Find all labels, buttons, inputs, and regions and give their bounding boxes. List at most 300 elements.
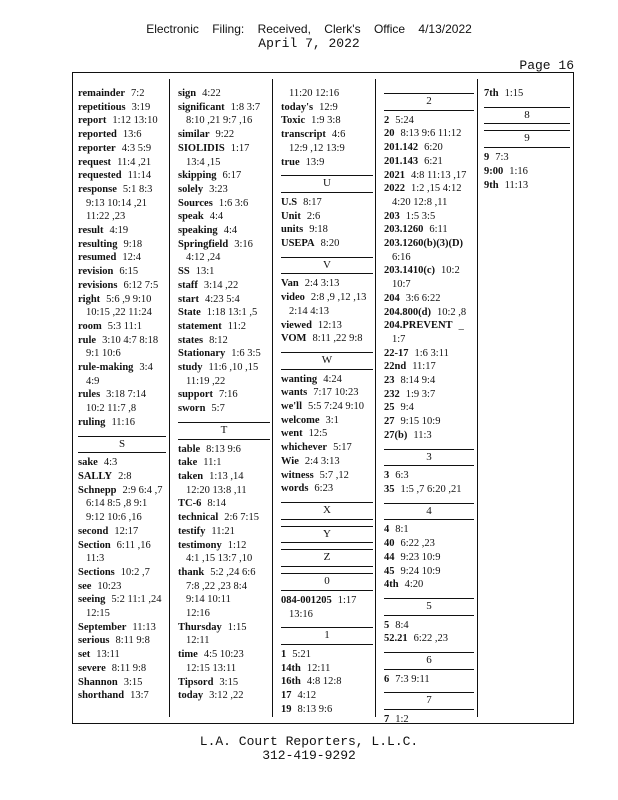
index-page-refs-continued: 4:9 [86, 375, 100, 387]
index-word: rules [78, 389, 101, 401]
index-page-refs: 1:6 3:6 [218, 197, 249, 209]
index-page-refs: 3:1 [325, 414, 339, 426]
index-page-refs: 9:4 [400, 402, 414, 414]
index-page-refs: 11:14 [127, 170, 152, 182]
index-word: 2021 [384, 169, 405, 181]
index-page-refs: 9:23 10:9 [400, 551, 441, 563]
index-entry [384, 347, 474, 361]
court-reporter-name: L.A. Court Reporters, L.L.C. [199, 734, 419, 749]
index-word: 7th [484, 88, 499, 99]
index-entry [178, 224, 270, 238]
index-word: 1 [281, 648, 287, 660]
index-word: response [78, 183, 117, 195]
index-page-refs: 12:17 [114, 525, 139, 537]
index-page-refs: 5:6 ,9 9:10 [106, 293, 152, 305]
index-word: TC-6 [178, 498, 202, 510]
index-word: requested [78, 170, 122, 182]
index-page-refs-continued: 12:20 13:8 ,11 [186, 484, 247, 496]
index-page-refs-continued: 9:13 10:14 ,21 [86, 197, 147, 209]
index-word: 201.142 [384, 142, 419, 154]
index-page-refs-continued: 6:16 [392, 251, 411, 263]
index-word: 23 [384, 375, 395, 387]
index-word: reporter [78, 142, 116, 154]
index-word: 9:00 [484, 165, 504, 177]
index-entry [281, 128, 373, 142]
index-entry [384, 127, 474, 141]
index-word: sake [78, 457, 98, 469]
index-word: second [78, 525, 109, 537]
index-entry [78, 648, 166, 662]
index-word: solely [178, 183, 204, 195]
index-page-refs-continued: 4:20 12:8 ,11 [392, 196, 448, 208]
index-section-letter: 0 [281, 573, 373, 591]
index-word: 27(b) [384, 429, 408, 441]
index-entry [178, 388, 270, 402]
index-page-refs: 8:11 9:8 [115, 635, 150, 647]
index-page-refs: 8:1 [395, 524, 409, 536]
index-word: Stationary [178, 348, 226, 360]
index-frame [72, 72, 574, 724]
index-word: 16th [281, 676, 301, 688]
index-page-refs: 5:2 ,24 6:6 [210, 566, 256, 578]
index-section-letter: T [178, 422, 270, 440]
index-word: 9 [484, 152, 490, 164]
index-word: 40 [384, 538, 395, 550]
index-page-refs: 4:3 [103, 457, 118, 469]
index-page-refs-continued: 10:15 ,22 11:24 [86, 307, 152, 319]
index-page-refs: 3:16 [234, 238, 253, 250]
index-word: severe [78, 662, 106, 674]
filing-stamp-word: Office [373, 22, 406, 36]
index-entry [78, 156, 166, 170]
column-divider [169, 79, 170, 717]
index-word: resulting [78, 238, 118, 250]
index-page-refs: 6:15 [119, 266, 139, 278]
index-page-refs: 3:10 4:7 8:18 [102, 334, 159, 346]
index-page-refs: 13:9 [305, 156, 325, 168]
index-page-refs-continued: 6:14 8:5 ,8 9:1 [86, 498, 148, 510]
index-page-refs-continued: 7:8 ,22 ,23 8:4 [186, 580, 247, 592]
index-page-refs: 11:4 ,21 [117, 156, 152, 168]
index-page-refs: 9:22 [215, 129, 235, 141]
index-entry [78, 183, 166, 197]
index-word: rule [78, 334, 97, 346]
index-word: 5 [384, 619, 390, 631]
index-word: Schnepp [78, 484, 117, 496]
index-page-refs: 1:17 [230, 142, 250, 154]
index-page-refs-continued: 11:22 ,23 [86, 211, 126, 223]
index-page-refs: 7:16 [219, 389, 238, 401]
index-word: remainder [78, 88, 126, 99]
index-entry [78, 484, 166, 498]
index-page-refs: 4:5 10:23 [203, 649, 244, 661]
index-page-refs: 11:3 [413, 429, 432, 441]
index-entry [178, 539, 270, 553]
index-entry [384, 429, 474, 443]
index-word: 19 [281, 703, 292, 715]
index-entry [384, 141, 474, 155]
index-word: 204.PREVENT [384, 320, 453, 332]
index-page-refs: 10:2 [441, 265, 460, 277]
index-page-refs: 11:13 [132, 621, 156, 633]
index-entry [384, 713, 474, 727]
index-entry [78, 676, 166, 690]
index-word: units [281, 224, 304, 236]
index-page-refs-continued: 12:11 [186, 635, 210, 647]
index-word: serious [78, 635, 110, 647]
index-entry [178, 334, 270, 348]
page-number: Page 16 [519, 58, 574, 73]
index-entry [384, 537, 474, 551]
index-word: 7 [384, 714, 390, 726]
index-word: 35 [384, 483, 395, 495]
index-entry [78, 169, 166, 183]
index-word: welcome [281, 414, 320, 426]
index-page-refs: 1:5 ,7 6:20 ,21 [400, 483, 462, 495]
index-page-refs: 1:2 [395, 714, 409, 726]
index-column-1 [78, 87, 166, 703]
index-entry [178, 347, 270, 361]
index-page-refs: 3:15 [219, 676, 239, 688]
index-word: room [78, 320, 102, 332]
index-word: SIOLIDIS [178, 142, 225, 154]
index-page-refs: 1:6 3:5 [231, 348, 261, 360]
index-entry [281, 414, 373, 428]
index-entry [384, 401, 474, 415]
index-page-refs: 2:4 3:13 [304, 278, 340, 290]
index-page-refs-continued: 8:10 ,21 9:7 ,16 [186, 115, 253, 127]
filing-stamp-word: Filing: [212, 22, 245, 36]
index-word: 45 [384, 565, 395, 577]
index-entry [78, 334, 166, 348]
index-entry [78, 142, 166, 156]
index-word: see [78, 580, 92, 592]
index-entry [281, 689, 373, 703]
index-word: 9th [484, 179, 499, 191]
index-word: Unit [281, 210, 301, 222]
index-word: Sections [78, 566, 115, 578]
index-page-refs: 6:21 [424, 155, 443, 167]
index-word: 52.21 [384, 633, 408, 645]
index-word: revision [78, 266, 114, 278]
index-entry [484, 151, 570, 165]
index-page-refs: 6:12 7:5 [123, 279, 159, 291]
index-page-refs: 1:6 3:11 [414, 347, 449, 359]
index-entry [178, 279, 270, 293]
index-entry [78, 114, 166, 128]
index-entry [78, 251, 166, 265]
index-page-refs: 4:6 [331, 129, 346, 141]
transcript-date: April 7, 2022 [258, 36, 360, 51]
index-word: Toxic [281, 115, 306, 127]
index-page-refs: 7:3 9:11 [395, 673, 430, 685]
index-entry [384, 374, 474, 388]
index-word: 2 [384, 114, 390, 126]
index-page-refs: 10:2 ,8 [436, 306, 467, 318]
index-entry [78, 361, 166, 375]
index-page-refs-continued: 9:14 10:11 [186, 594, 231, 606]
index-entry [178, 320, 270, 334]
index-entry [281, 196, 373, 210]
index-page-refs: 1:15 [227, 621, 247, 633]
index-entry [178, 238, 270, 252]
index-entry [178, 511, 270, 525]
index-entry [384, 619, 474, 633]
index-entry [178, 497, 270, 511]
index-page-refs: 6:3 [395, 470, 409, 482]
index-entry [384, 360, 474, 374]
filing-stamp-word: Electronic [146, 22, 199, 36]
index-entry [178, 210, 270, 224]
index-page-refs-continued: 10:2 11:7 ,8 [86, 403, 137, 415]
index-page-refs: 11:13 [504, 179, 529, 191]
index-entry [178, 525, 270, 539]
index-word: 20 [384, 128, 395, 140]
index-page-refs: 2:4 3:13 [304, 455, 340, 467]
index-word: testimony [178, 539, 222, 551]
filing-stamp-word: Clerk's [324, 22, 361, 36]
index-page-refs: 12:5 [308, 428, 328, 440]
index-entry [384, 319, 474, 333]
index-page-refs: 10:23 [97, 580, 122, 592]
index-page-refs: 10:2 ,7 [120, 566, 150, 578]
index-word: State [178, 307, 201, 319]
index-word: table [178, 443, 201, 455]
index-page-refs: 7:2 [131, 88, 145, 99]
index-word: 4 [384, 524, 390, 536]
index-entry [78, 101, 166, 115]
index-page-refs: 5:7 ,12 [319, 469, 349, 481]
index-page-refs: 2:6 7:15 [224, 512, 259, 524]
index-word: Springfield [178, 238, 229, 250]
index-entry [78, 621, 166, 635]
index-section-letter: X [281, 502, 373, 520]
index-page-refs: 4:19 [109, 225, 129, 237]
index-entry [281, 427, 373, 441]
index-page-refs: 5:3 11:1 [107, 320, 143, 332]
index-entry [384, 565, 474, 579]
index-word: Wie [281, 455, 299, 467]
index-word: whichever [281, 442, 328, 454]
index-word: wanting [281, 373, 318, 385]
index-word: states [178, 334, 204, 346]
index-word: Tipsord [178, 676, 214, 688]
index-page-refs: 4:20 [404, 579, 424, 591]
index-entry [281, 101, 373, 115]
index-page-refs: 11:17 [412, 361, 436, 373]
index-page-refs: 5:1 8:3 [122, 183, 153, 195]
index-entry [384, 306, 474, 320]
index-word: result [78, 225, 104, 237]
index-entry [78, 265, 166, 279]
index-page-refs-continued: 4:12 ,24 [186, 252, 221, 264]
index-entry [384, 292, 474, 306]
index-page-refs: 4:23 5:4 [205, 293, 240, 305]
index-entry [178, 293, 270, 307]
index-entry [281, 400, 373, 414]
index-page-refs: 1:16 [509, 165, 528, 177]
index-entry [281, 594, 373, 608]
index-page-refs: 5:21 [292, 648, 311, 660]
index-entry [281, 386, 373, 400]
index-entry [384, 210, 474, 224]
index-entry [178, 676, 270, 690]
index-entry [384, 523, 474, 537]
index-page-refs: 3:12 ,22 [209, 690, 244, 702]
index-section-letter: V [281, 257, 373, 275]
index-word: Section [78, 539, 111, 551]
index-word: words [281, 483, 309, 495]
index-word: 14th [281, 662, 301, 674]
index-page-refs: 2:6 [306, 210, 321, 222]
index-page-refs-continued: 10:7 [392, 279, 411, 291]
index-word: report [78, 115, 107, 127]
index-word: viewed [281, 319, 312, 331]
index-word: technical [178, 512, 219, 524]
index-page-refs: 11:2 [227, 320, 247, 332]
index-section-letter: Z [281, 549, 373, 567]
index-entry [281, 373, 373, 387]
index-entry [281, 223, 373, 237]
index-word: video [281, 292, 305, 304]
index-column-5 [484, 87, 570, 192]
index-page-refs: 8:13 9:6 [206, 443, 241, 455]
index-page-refs: 1:9 3:8 [311, 115, 341, 127]
index-entry [78, 87, 166, 101]
index-word: rule-making [78, 362, 134, 374]
index-word: statement [178, 320, 222, 332]
index-page-refs: 4:4 [209, 211, 224, 223]
index-page-refs: 12:13 [317, 319, 342, 331]
index-page-refs: 8:13 9:6 [297, 703, 333, 715]
index-page-refs: 6:22 ,23 [400, 538, 435, 550]
index-page-refs: 11:21 [211, 525, 235, 537]
index-page-refs: 1:9 3:7 [405, 388, 436, 400]
index-word: start [178, 293, 199, 305]
index-word: take [178, 457, 198, 469]
index-page-refs-continued: 4:1 ,15 13:7 ,10 [186, 553, 253, 565]
index-word: 203.1260(b)(3)(D) [384, 238, 464, 250]
index-entry [78, 320, 166, 334]
index-page-refs: 1:17 [337, 594, 357, 606]
index-page-refs: 1:12 13:10 [112, 115, 158, 127]
index-word: skipping [178, 170, 217, 182]
index-page-refs-continued: 12:15 13:11 [186, 662, 237, 674]
index-page-refs: 8:12 [209, 334, 228, 346]
index-page-refs: 13:11 [96, 649, 120, 661]
index-page-refs: 9:18 [309, 224, 328, 236]
index-entry [281, 469, 373, 483]
index-word: revisions [78, 279, 118, 291]
filing-stamp-word: 4/13/2022 [418, 22, 472, 36]
index-entry [384, 237, 474, 251]
index-entry [384, 551, 474, 565]
index-entry [178, 443, 270, 457]
index-column-4 [384, 87, 474, 727]
index-entry [178, 101, 270, 115]
index-page-refs: 11:6 ,10 ,15 [208, 362, 259, 374]
index-entry [78, 525, 166, 539]
index-entry [78, 634, 166, 648]
index-word: 203 [384, 210, 400, 222]
column-divider [272, 79, 273, 717]
index-entry [484, 179, 570, 193]
index-word: 22-17 [384, 347, 409, 359]
index-page-refs-continued: 9:12 10:6 ,16 [86, 512, 142, 524]
index-page-refs: 2:9 6:4 ,7 [122, 484, 163, 496]
index-word: went [281, 428, 303, 440]
index-entry [178, 470, 270, 484]
index-word: 203.1410(c) [384, 265, 436, 277]
index-entry [384, 114, 474, 128]
index-entry [484, 87, 570, 101]
index-word: sign [178, 88, 197, 99]
index-entry [384, 673, 474, 687]
index-page-refs: 1:8 3:7 [230, 101, 261, 113]
index-entry [178, 361, 270, 375]
index-section-letter: S [78, 436, 166, 454]
index-page-refs: 7:3 [495, 152, 509, 164]
index-word: 232 [384, 388, 400, 400]
index-entry [78, 662, 166, 676]
index-word: 084-001205 [281, 594, 332, 606]
index-page-refs: 4:12 [297, 690, 317, 702]
index-entry [178, 87, 270, 101]
index-entry [384, 578, 474, 592]
index-word: right [78, 293, 101, 305]
index-page-refs: 8:20 [320, 238, 340, 250]
index-entry [78, 279, 166, 293]
index-entry [281, 455, 373, 469]
column-divider [375, 79, 376, 717]
index-word: speak [178, 211, 204, 223]
index-page-refs: 13:7 [130, 690, 149, 702]
index-page-refs-continued: 11:19 ,22 [186, 375, 226, 387]
index-word: true [281, 156, 300, 168]
index-page-refs: 12:4 [122, 252, 141, 264]
index-section-letter: 2 [384, 93, 474, 111]
index-page-refs: 9:24 10:9 [400, 565, 441, 577]
index-word: significant [178, 101, 225, 113]
index-page-refs: 6:20 [424, 142, 443, 154]
index-section-letter: 4 [384, 503, 474, 521]
index-page-refs: 12:11 [306, 662, 331, 674]
index-entry [384, 223, 474, 237]
index-section-letter: 1 [281, 627, 373, 645]
index-entry [281, 648, 373, 662]
index-page-refs: 5:2 11:1 ,24 [111, 594, 162, 606]
index-entry [384, 264, 474, 278]
index-page-refs: 1:5 3:5 [405, 210, 436, 222]
index-page-refs: 11:16 [111, 416, 135, 428]
index-entry [178, 456, 270, 470]
index-entry [78, 539, 166, 553]
index-word: Sources [178, 197, 213, 209]
index-word: wants [281, 387, 308, 399]
index-word: 44 [384, 551, 395, 563]
index-entry [178, 648, 270, 662]
index-page-refs: 1:18 13:1 ,5 [206, 307, 258, 319]
index-entry [178, 265, 270, 279]
index-page-refs-continued: 11:20 12:16 [289, 88, 340, 99]
filing-stamp-word: Received, [257, 22, 311, 36]
index-section-letter: 7 [384, 692, 474, 710]
index-entry [178, 169, 270, 183]
index-page-refs-continued: 2:14 4:13 [289, 305, 329, 317]
index-word: shorthand [78, 690, 125, 702]
index-page-refs: 13:1 [195, 266, 215, 278]
index-section-letter: 5 [384, 598, 474, 616]
